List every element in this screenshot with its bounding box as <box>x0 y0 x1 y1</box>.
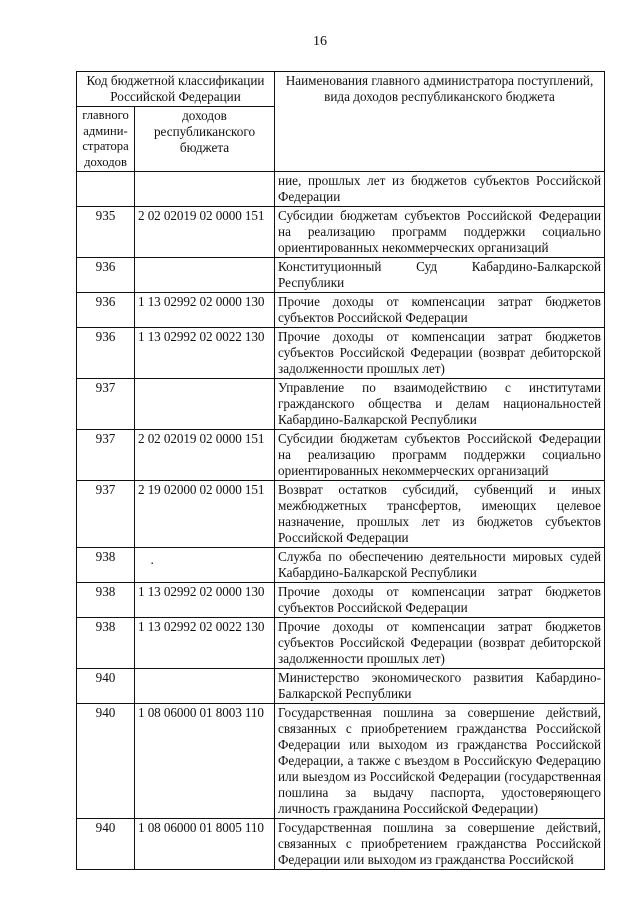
income-code-cell <box>135 548 275 583</box>
admin-code-cell: 940 <box>77 669 135 704</box>
admin-code-cell: 938 <box>77 548 135 583</box>
admin-code-cell: 937 <box>77 430 135 481</box>
table-row <box>77 618 605 669</box>
income-code-text: 1 13 02992 02 0000 130 <box>138 584 265 599</box>
table-row <box>77 430 605 481</box>
header-main-administrator-column: главного админи-стратора доходов <box>77 107 135 172</box>
income-code-text: 2 19 02000 02 0000 151 <box>138 482 265 497</box>
budget-classification-table <box>76 71 605 870</box>
admin-code-cell: 940 <box>77 704 135 819</box>
table-row <box>77 819 605 870</box>
page-number: 16 <box>313 34 327 49</box>
income-code-cell <box>135 481 275 548</box>
table-row <box>77 207 605 258</box>
admin-code-cell <box>77 172 135 207</box>
table-row <box>77 704 605 819</box>
table-row <box>77 548 605 583</box>
income-code-cell <box>135 172 275 207</box>
revenue-name-cell: Прочие доходы от компенсации затрат бюджетов субъектов Российской Федерации <box>275 583 605 618</box>
admin-code-cell: 937 <box>77 481 135 548</box>
revenue-name-cell: Прочие доходы от компенсации затрат бюджетов субъектов Российской Федерации <box>275 293 605 328</box>
admin-code-cell: 938 <box>77 618 135 669</box>
stray-mark: · <box>150 556 155 571</box>
income-code-cell <box>135 207 275 258</box>
revenue-name-cell: Министерство экономического развития Кабардино-Балкарской Республики <box>275 669 605 704</box>
revenue-name-cell: Государственная пошлина за совершение действий, связанных с приобретением гражданства Российской Федерации или выходом из гражданства Российской <box>275 819 605 870</box>
income-code-cell <box>135 379 275 430</box>
table-row <box>77 328 605 379</box>
table-body <box>77 172 605 870</box>
income-code-cell <box>135 819 275 870</box>
income-code-text: 2 02 02019 02 0000 151 <box>138 208 265 223</box>
revenue-name-cell: Конституционный Суд Кабардино-Балкарской Республики <box>275 258 605 293</box>
table-row <box>77 669 605 704</box>
income-code-cell <box>135 618 275 669</box>
revenue-name-cell: Прочие доходы от компенсации затрат бюджетов субъектов Российской Федерации (возврат дебиторской задолженности прошлых лет) <box>275 618 605 669</box>
revenue-name-cell: Возврат остатков субсидий, субвенций и иных межбюджетных трансфертов, имеющих целевое назначение, прошлых лет из бюджетов субъектов Российской Федерации <box>275 481 605 548</box>
table-row <box>77 583 605 618</box>
income-code-cell <box>135 704 275 819</box>
admin-code-cell: 936 <box>77 258 135 293</box>
admin-code-cell: 936 <box>77 293 135 328</box>
revenue-name-cell: ние, прошлых лет из бюджетов субъектов Российской Федерации <box>275 172 605 207</box>
table-row <box>77 293 605 328</box>
income-code-text: 1 08 06000 01 8003 110 <box>138 705 264 720</box>
admin-code-cell: 940 <box>77 819 135 870</box>
header-name-column: Наименования главного администратора поступлений, вида доходов республиканского бюджета <box>275 72 605 172</box>
revenue-name-cell: Служба по обеспечению деятельности мировых судей Кабардино-Балкарской Республики <box>275 548 605 583</box>
header-budget-classification-code: Код бюджетной классификации Российской Федерации <box>77 72 275 107</box>
revenue-name-cell: Государственная пошлина за совершение действий, связанных с приобретением гражданства Российской Федерации или выходом из гражданства Российской Федерации, а также с въездом в Российскую Федерацию или выездом из Российской Федерации (государственная пошлина за выдачу паспорта, удостоверяющего личность гражданина Российской Федерации) <box>275 704 605 819</box>
income-code-text: 2 02 02019 02 0000 151 <box>138 431 265 446</box>
table-row <box>77 258 605 293</box>
income-code-cell <box>135 328 275 379</box>
table-row <box>77 379 605 430</box>
admin-code-cell: 935 <box>77 207 135 258</box>
header-income-column: доходов республиканского бюджета <box>135 107 275 172</box>
admin-code-cell: 937 <box>77 379 135 430</box>
income-code-text: 1 13 02992 02 0022 130 <box>138 619 265 634</box>
table-row <box>77 481 605 548</box>
income-code-cell <box>135 430 275 481</box>
revenue-name-cell: Субсидии бюджетам субъектов Российской Федерации на реализацию программ поддержки социально ориентированных некоммерческих организаций <box>275 430 605 481</box>
income-code-text: 1 13 02992 02 0000 130 <box>138 294 265 309</box>
revenue-name-cell: Прочие доходы от компенсации затрат бюджетов субъектов Российской Федерации (возврат дебиторской задолженности прошлых лет) <box>275 328 605 379</box>
income-code-text: 1 08 06000 01 8005 110 <box>138 820 264 835</box>
admin-code-cell: 936 <box>77 328 135 379</box>
income-code-cell <box>135 669 275 704</box>
admin-code-cell: 938 <box>77 583 135 618</box>
revenue-name-cell: Субсидии бюджетам субъектов Российской Федерации на реализацию программ поддержки социально ориентированных некоммерческих организаций <box>275 207 605 258</box>
income-code-cell <box>135 583 275 618</box>
income-code-cell <box>135 293 275 328</box>
income-code-text: 1 13 02992 02 0022 130 <box>138 329 265 344</box>
income-code-cell <box>135 258 275 293</box>
revenue-name-cell: Управление по взаимодействию с институтами гражданского общества и делам национальностей Кабардино-Балкарской Республики <box>275 379 605 430</box>
table-header <box>77 72 605 172</box>
table-row <box>77 172 605 207</box>
